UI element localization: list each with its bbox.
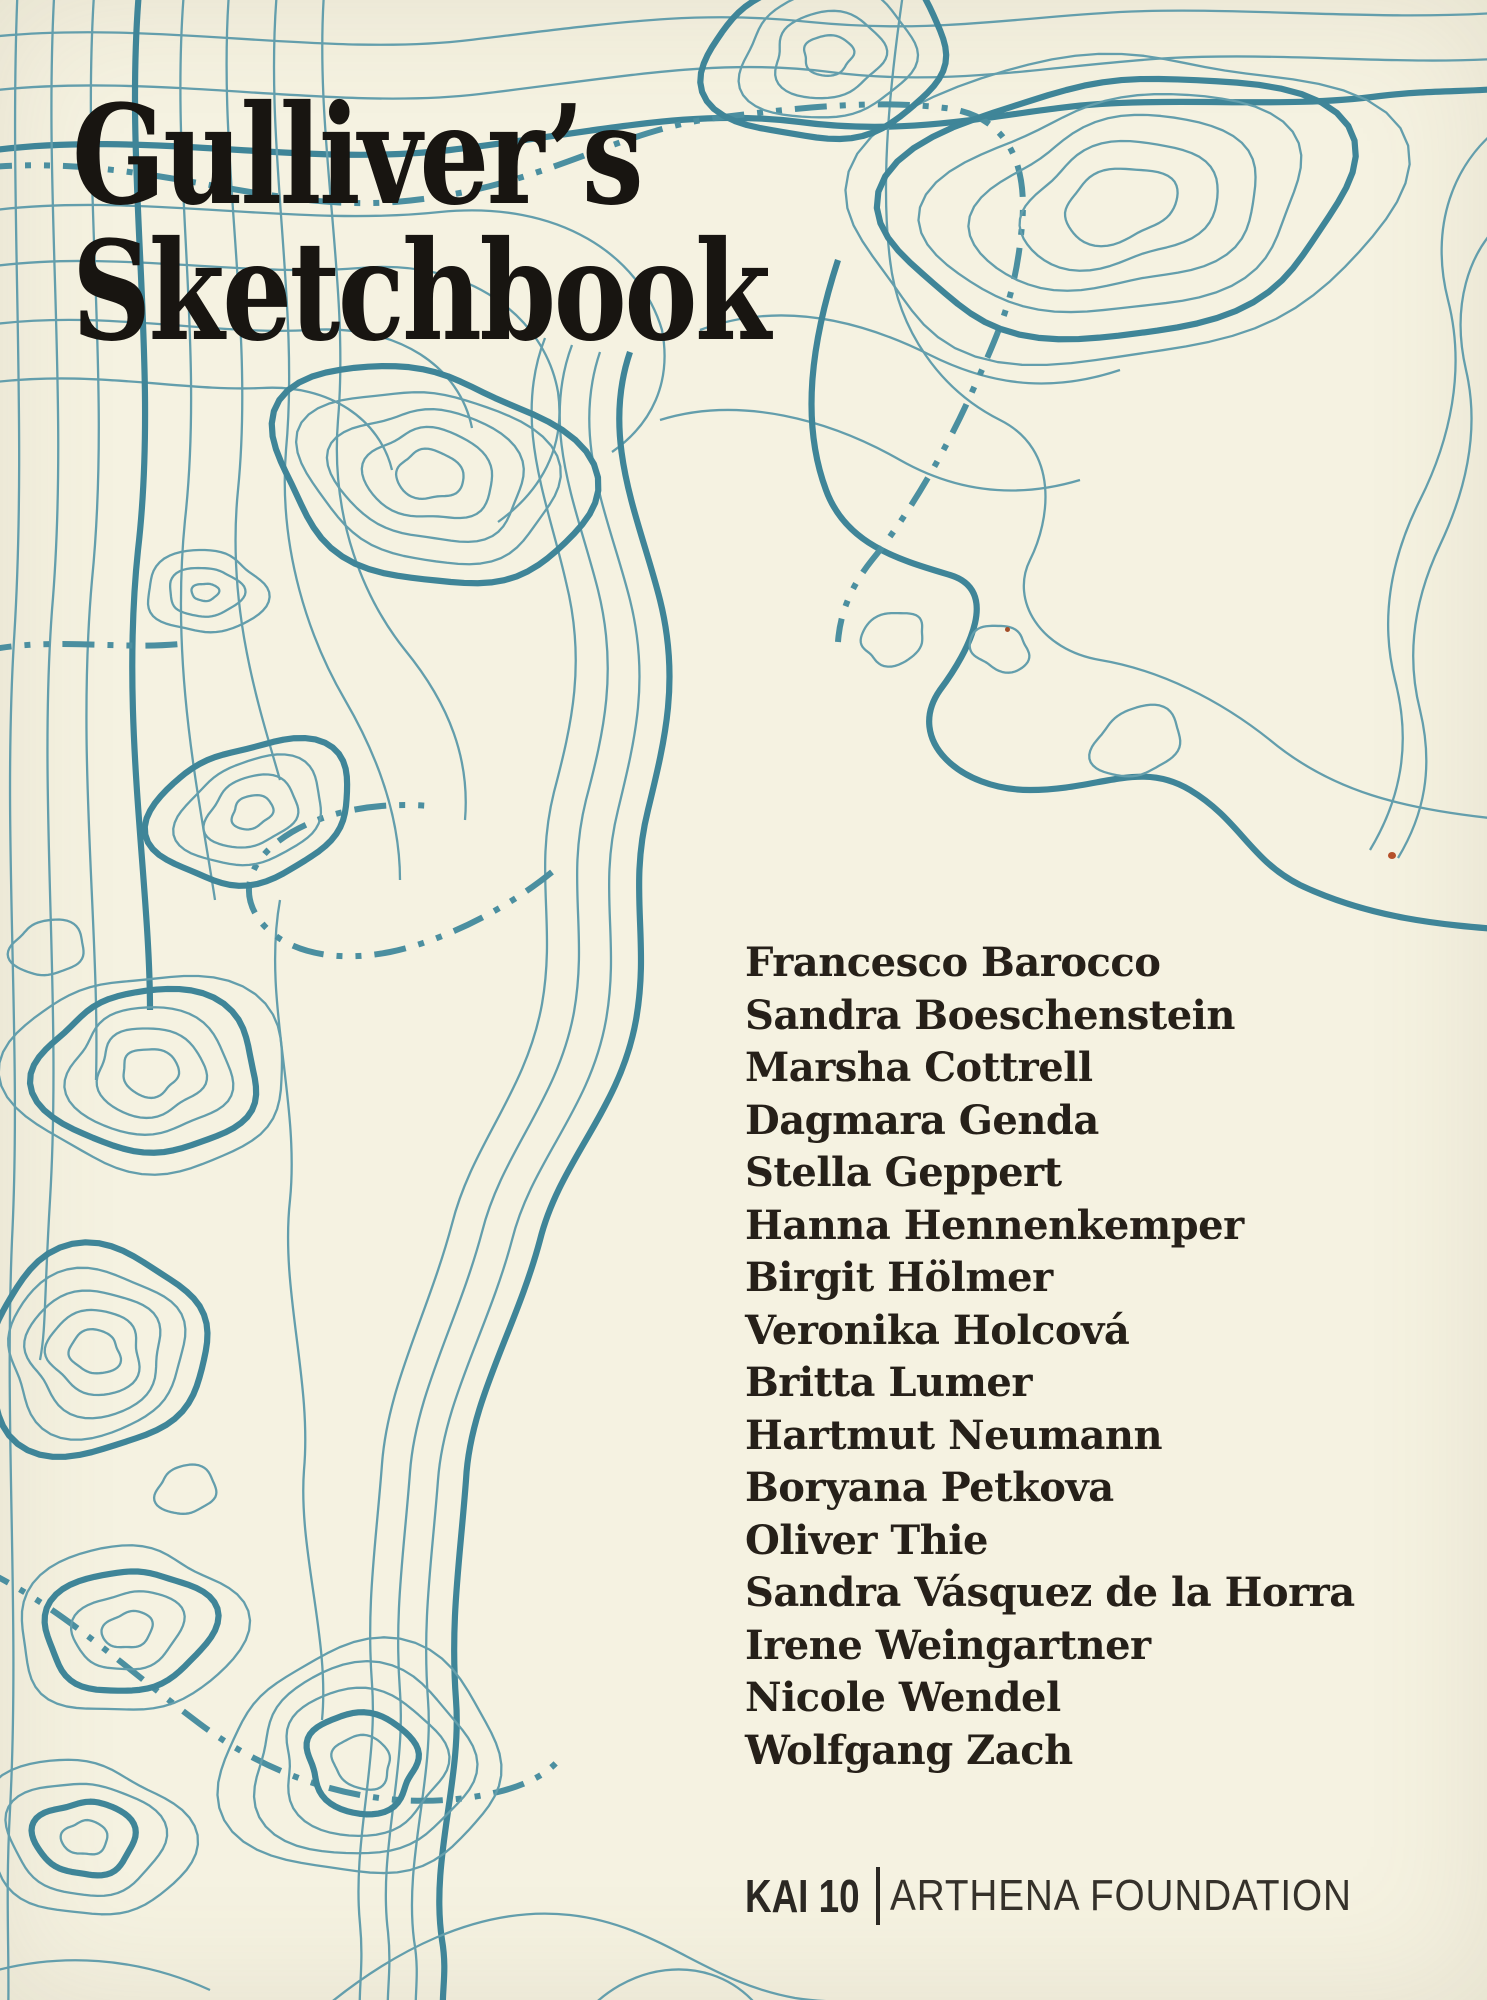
artist-name: Sandra Boeschenstein — [745, 991, 1235, 1039]
contour-hill — [207, 1612, 522, 1895]
contour-hill — [237, 328, 619, 629]
artist-name: Marsha Cottrell — [745, 1044, 1093, 1091]
publisher-logo — [745, 1866, 1415, 1926]
publisher-name: ARTHENA FOUNDATION — [889, 1871, 1352, 1920]
publisher-brand: KAI 10 — [745, 1870, 860, 1922]
contour-hill — [0, 1748, 207, 1928]
artist-name: Veronika Holcová — [745, 1306, 1130, 1354]
contour-hill — [141, 540, 273, 641]
cover-title-line1: Gulliver’s — [72, 75, 642, 236]
contour-island — [8, 920, 84, 976]
artist-name: Sandra Vásquez de la Horra — [745, 1569, 1355, 1616]
paper-speck — [1005, 627, 1010, 632]
artist-name: Hanna Hennenkemper — [745, 1201, 1244, 1249]
artist-name: Britta Lumer — [745, 1359, 1032, 1406]
artist-name: Irene Weingartner — [745, 1621, 1151, 1669]
artist-name: Birgit Hölmer — [745, 1254, 1053, 1301]
paper-speck — [1388, 852, 1396, 859]
publisher-separator-bar — [876, 1867, 880, 1925]
cover-title — [72, 75, 943, 372]
artist-name: Francesco Barocco — [745, 939, 1161, 986]
contour-island — [854, 603, 933, 675]
contour-hill — [0, 1510, 268, 1743]
artist-name: Nicole Wendel — [745, 1674, 1061, 1721]
contour-island — [1080, 699, 1187, 787]
contour-island — [154, 1465, 216, 1514]
artist-name: Boryana Petkova — [745, 1464, 1114, 1511]
contour-island — [966, 621, 1034, 676]
artist-name: Wolfgang Zach — [745, 1726, 1073, 1774]
cover-title-line2: Sketchbook — [72, 211, 769, 372]
artist-name: Oliver Thie — [745, 1516, 988, 1564]
artist-name: Dagmara Genda — [745, 1096, 1099, 1144]
contour-hill — [132, 728, 365, 904]
contour-hill — [0, 1232, 217, 1462]
artist-list — [745, 937, 1355, 1777]
artist-name: Stella Geppert — [745, 1149, 1062, 1196]
artist-name: Hartmut Neumann — [745, 1411, 1163, 1459]
